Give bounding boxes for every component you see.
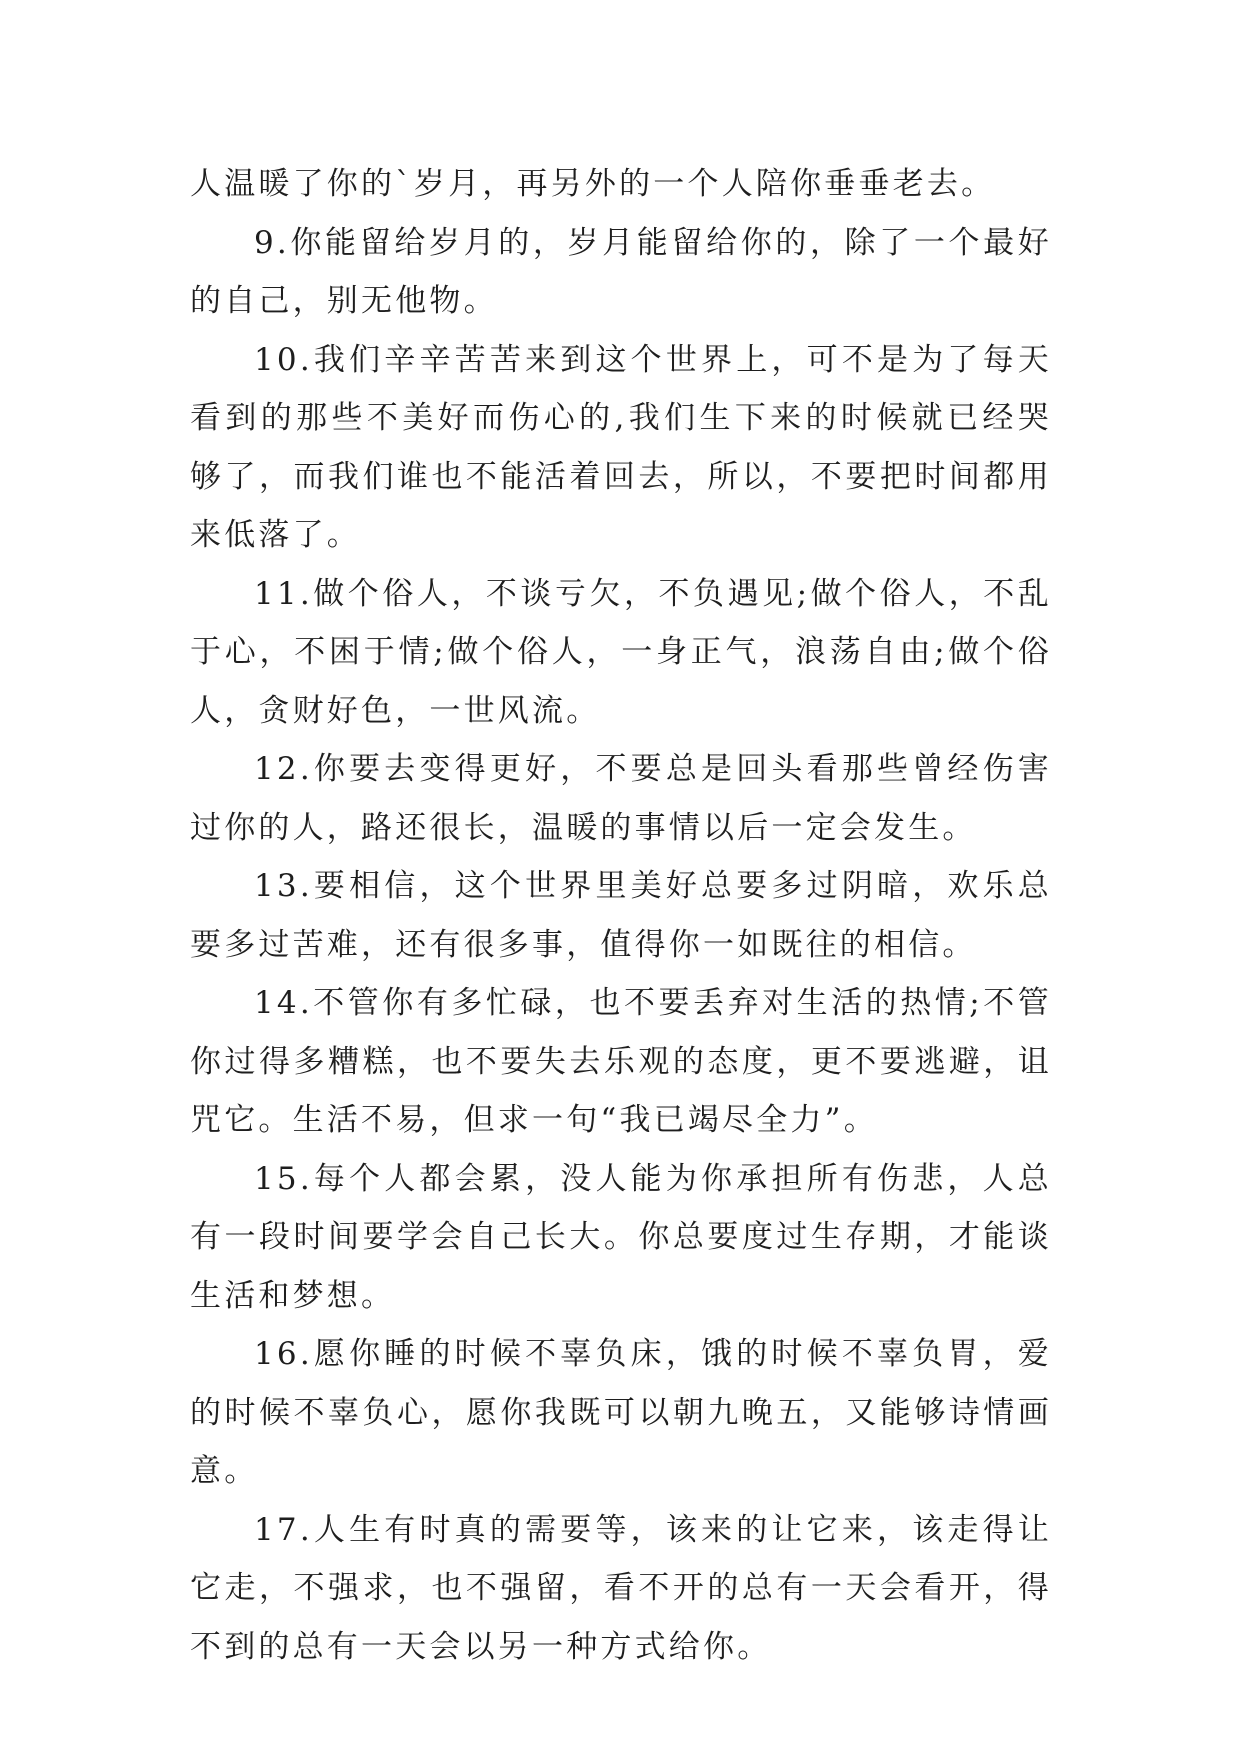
paragraph-item-13: 13.要相信，这个世界里美好总要多过阴暗，欢乐总要多过苦难，还有很多事，值得你一如既往的相信。 xyxy=(190,868,1052,963)
paragraph-item-9: 9.你能留给岁月的，岁月能留给你的，除了一个最好的自己，别无他物。 xyxy=(190,224,1052,319)
paragraph-item-16: 16.愿你睡的时候不辜负床，饿的时候不辜负胃，爱的时候不辜负心，愿你我既可以朝九晚五，又能够诗情画意。 xyxy=(190,1336,1052,1489)
paragraph-item-12: 12.你要去变得更好，不要总是回头看那些曾经伤害过你的人，路还很长，温暖的事情以后一定会发生。 xyxy=(190,751,1052,846)
paragraph-item-10: 10.我们辛辛苦苦来到这个世界上，可不是为了每天看到的那些不美好而伤心的,我们生下来的时候就已经哭够了，而我们谁也不能活着回去，所以，不要把时间都用来低落了。 xyxy=(190,341,1052,553)
paragraph-item-14: 14.不管你有多忙碌，也不要丢弃对生活的热情;不管你过得多糟糕，也不要失去乐观的态度，更不要逃避，诅咒它。生活不易，但求一句“我已竭尽全力”。 xyxy=(190,985,1052,1138)
paragraph-item-15: 15.每个人都会累，没人能为你承担所有伤悲，人总有一段时间要学会自己长大。你总要度过生存期，才能谈生活和梦想。 xyxy=(190,1160,1052,1314)
document-body xyxy=(190,155,1052,1676)
paragraph-item-17: 17.人生有时真的需要等，该来的让它来，该走得让它走，不强求，也不强留，看不开的总有一天会看开，得不到的总有一天会以另一种方式给你。 xyxy=(190,1511,1052,1665)
paragraph-continuation: 人温暖了你的`岁月，再另外的一个人陪你垂垂老去。 xyxy=(190,166,996,202)
paragraph-item-11: 11.做个俗人，不谈亏欠，不负遇见;做个俗人，不乱于心，不困于情;做个俗人，一身正气，浪荡自由;做个俗人，贪财好色，一世风流。 xyxy=(190,575,1052,729)
